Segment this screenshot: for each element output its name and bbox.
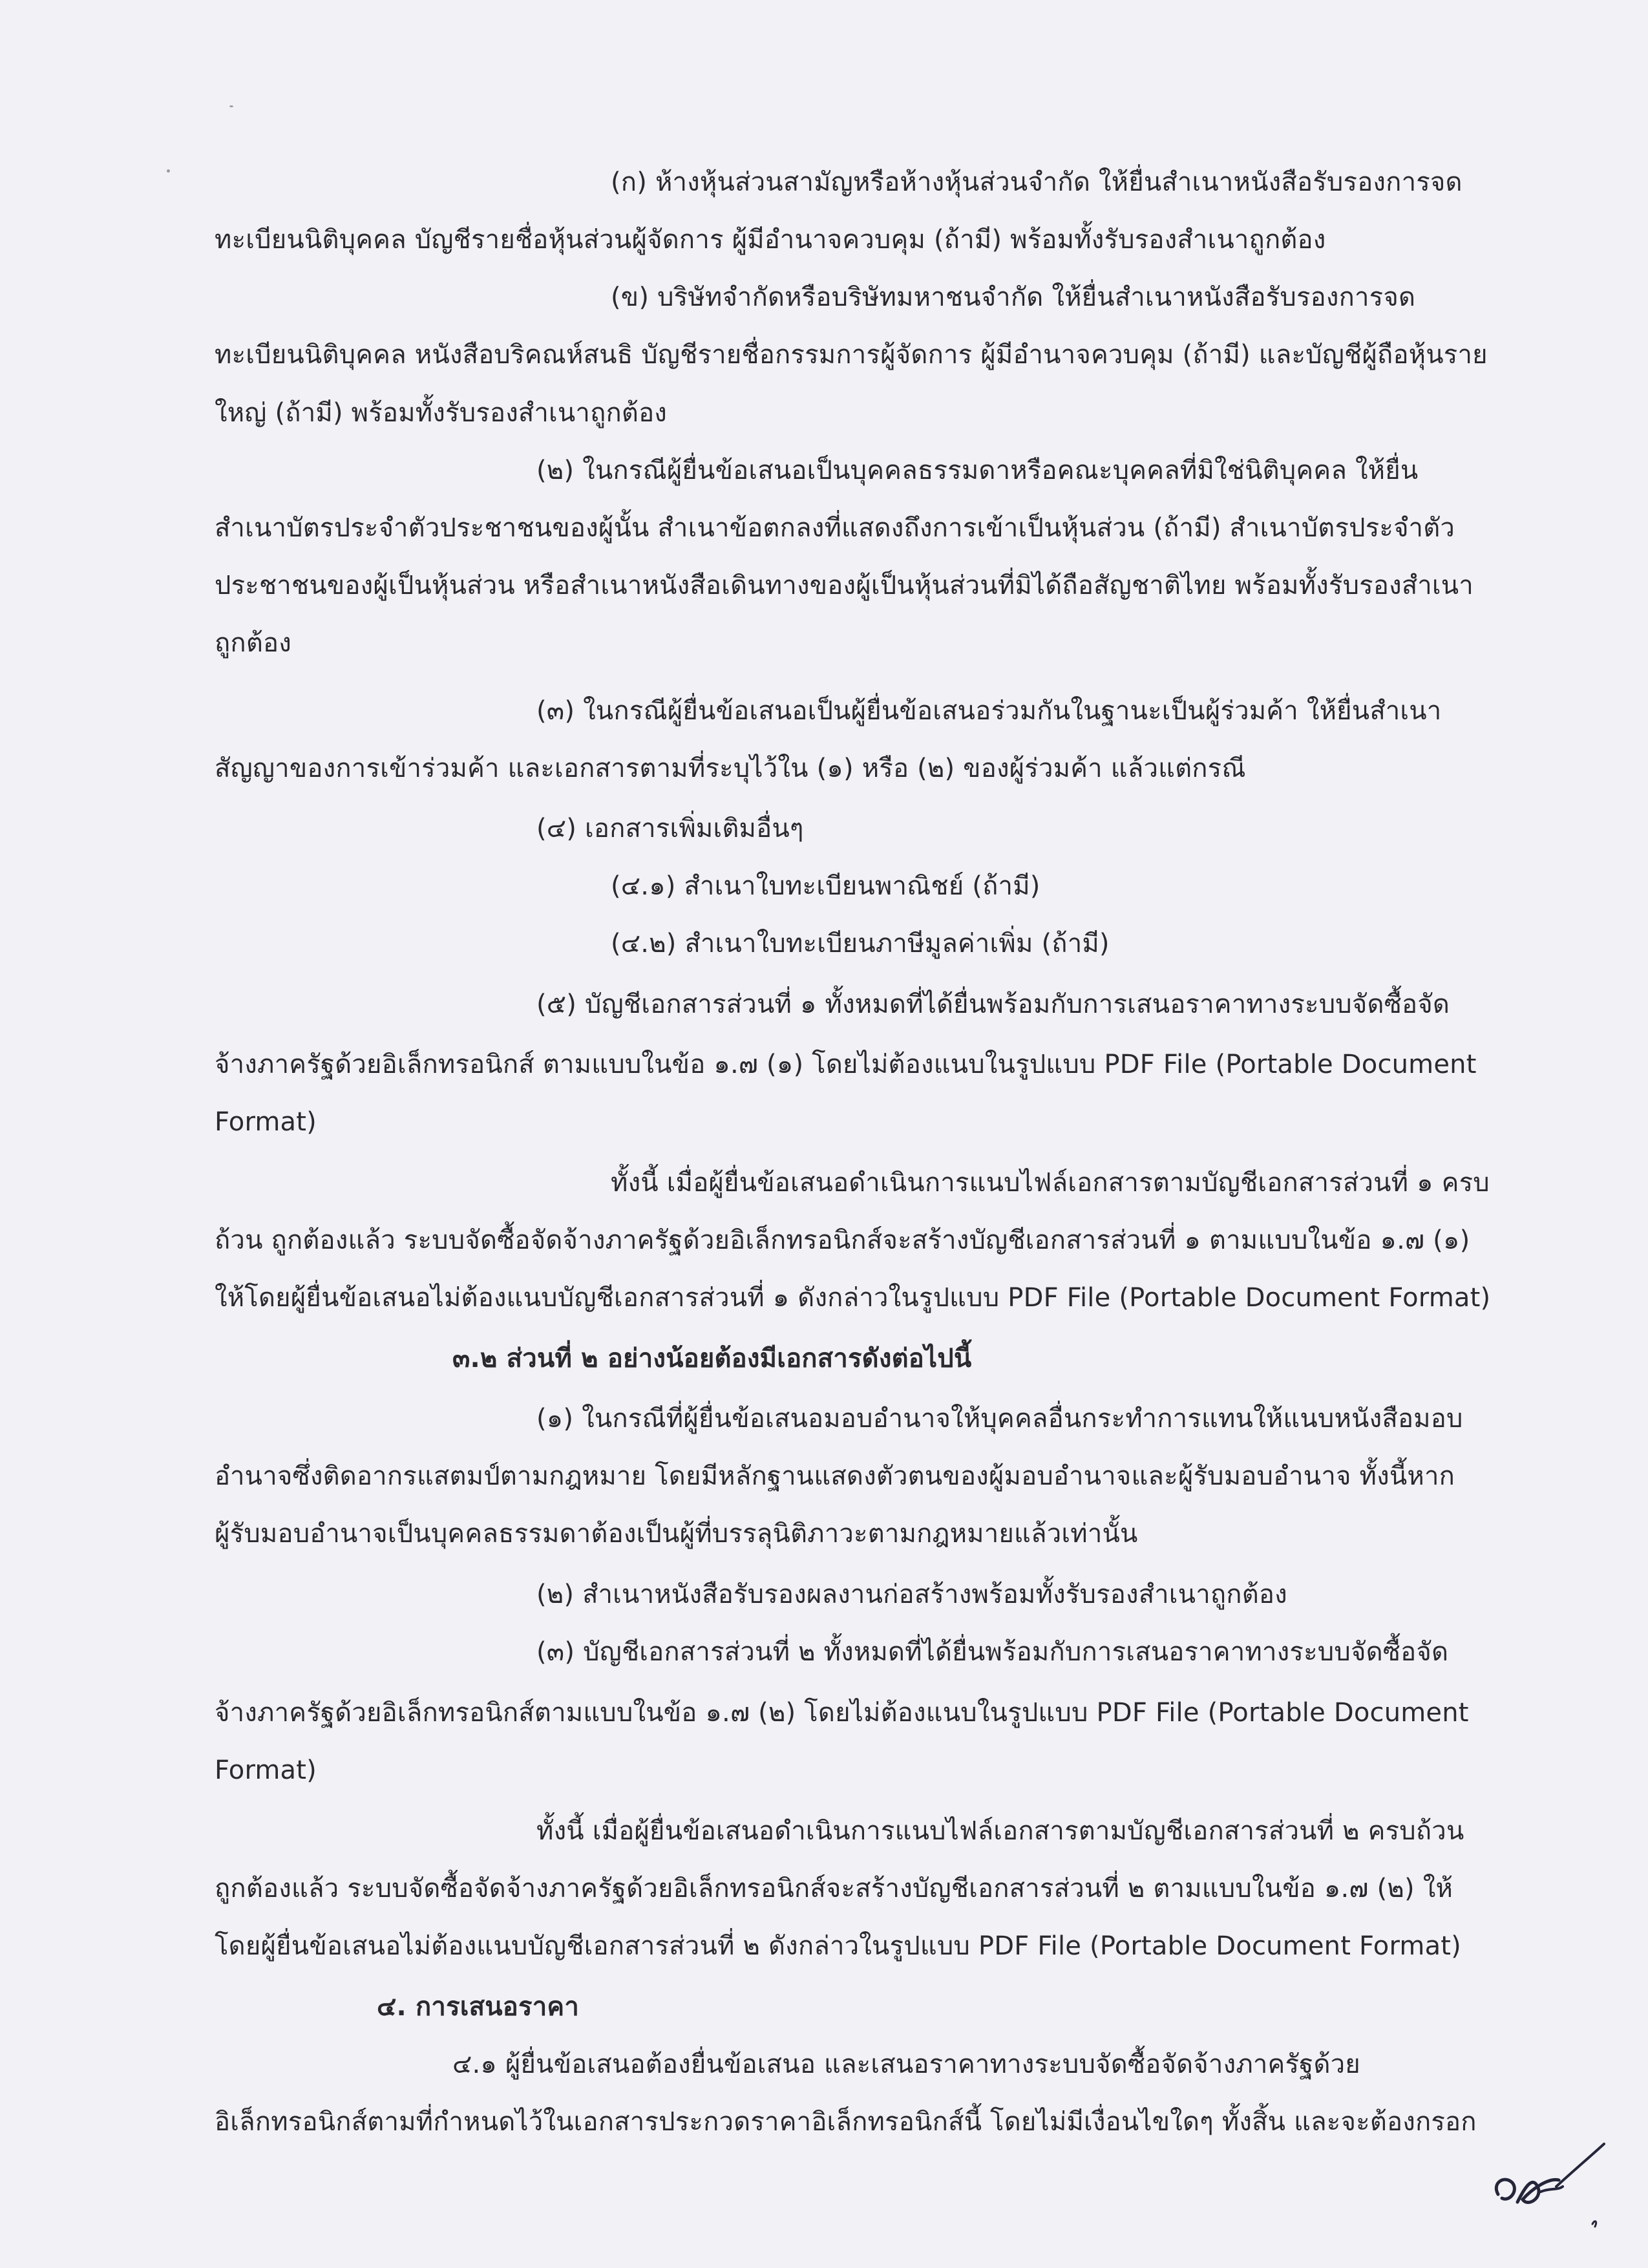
- text-line: จ้างภาครัฐด้วยอิเล็กทรอนิกส์ ตามแบบในข้อ ๑.๗ (๑) โดยไม่ต้องแนบในรูปแบบ PDF File (Portable Document: [215, 1050, 1477, 1079]
- text-line: (ก) ห้างหุ้นส่วนสามัญหรือห้างหุ้นส่วนจำกัด ให้ยื่นสำเนาหนังสือรับรองการจด: [611, 167, 1463, 197]
- text-line: ทะเบียนนิติบุคคล บัญชีรายชื่อหุ้นส่วนผู้จัดการ ผู้มีอำนาจควบคุม (ถ้ามี) พร้อมทั้งรับรองสำเนาถูกต้อง: [215, 225, 1326, 255]
- text-line: (ข) บริษัทจำกัดหรือบริษัทมหาชนจำกัด ให้ยื่นสำเนาหนังสือรับรองการจด: [611, 282, 1416, 312]
- text-line: อิเล็กทรอนิกส์ตามที่กำหนดไว้ในเอกสารประกวดราคาอิเล็กทรอนิกส์นี้ โดยไม่มีเงื่อนไขใดๆ ทั้งสิ้น และจะต้องกรอก: [215, 2107, 1477, 2137]
- text-line: (๑) ในกรณีที่ผู้ยื่นข้อเสนอมอบอำนาจให้บุคคลอื่นกระทำการแทนให้แนบหนังสือมอบ: [536, 1404, 1463, 1434]
- text-line: (๒) ในกรณีผู้ยื่นข้อเสนอเป็นบุคคลธรรมดาหรือคณะบุคคลที่มิใช่นิติบุคคล ให้ยื่น: [536, 456, 1419, 485]
- text-line: ใหญ่ (ถ้ามี) พร้อมทั้งรับรองสำเนาถูกต้อง: [215, 398, 668, 428]
- text-line: ทั้งนี้ เมื่อผู้ยื่นข้อเสนอดำเนินการแนบไฟล์เอกสารตามบัญชีเอกสารส่วนที่ ๒ ครบถ้วน: [536, 1816, 1464, 1846]
- text-line: (๓) บัญชีเอกสารส่วนที่ ๒ ทั้งหมดที่ได้ยื่นพร้อมกับการเสนอราคาทางระบบจัดซื้อจัด: [536, 1637, 1449, 1667]
- text-line: ประชาชนของผู้เป็นหุ้นส่วน หรือสำเนาหนังสือเดินทางของผู้เป็นหุ้นส่วนที่มิได้ถือสัญชาติไทย พร้อมทั้งรับรองสำเนา: [215, 571, 1474, 600]
- text-line: ทะเบียนนิติบุคคล หนังสือบริคณห์สนธิ บัญชีรายชื่อกรรมการผู้จัดการ ผู้มีอำนาจควบคุม (ถ้ามี) และบัญชีผู้ถือหุ้นราย: [215, 340, 1488, 370]
- text-line: Format): [215, 1755, 317, 1785]
- text-line: ถ้วน ถูกต้องแล้ว ระบบจัดซื้อจัดจ้างภาครัฐด้วยอิเล็กทรอนิกส์จะสร้างบัญชีเอกสารส่วนที่ ๑ ตามแบบในข้อ ๑.๗ (๑): [215, 1225, 1470, 1255]
- scan-speck: [167, 169, 170, 173]
- text-line: จ้างภาครัฐด้วยอิเล็กทรอนิกส์ตามแบบในข้อ ๑.๗ (๒) โดยไม่ต้องแนบในรูปแบบ PDF File (Portable Document: [215, 1698, 1469, 1728]
- text-line: ๔.๑ ผู้ยื่นข้อเสนอต้องยื่นข้อเสนอ และเสนอราคาทางระบบจัดซื้อจัดจ้างภาครัฐด้วย: [452, 2050, 1360, 2079]
- text-line: ให้โดยผู้ยื่นข้อเสนอไม่ต้องแนบบัญชีเอกสารส่วนที่ ๑ ดังกล่าวในรูปแบบ PDF File (Portable Document Format): [215, 1283, 1491, 1313]
- section-heading: ๔. การเสนอราคา: [377, 1992, 579, 2022]
- section-heading: ๓.๒ ส่วนที่ ๒ อย่างน้อยต้องมีเอกสารดังต่อไปนี้: [452, 1344, 972, 1373]
- text-line: (๕) บัญชีเอกสารส่วนที่ ๑ ทั้งหมดที่ได้ยื่นพร้อมกับการเสนอราคาทางระบบจัดซื้อจัด: [536, 990, 1450, 1019]
- text-line: สำเนาบัตรประจำตัวประชาชนของผู้นั้น สำเนาข้อตกลงที่แสดงถึงการเข้าเป็นหุ้นส่วน (ถ้ามี) สำเนาบัตรประจำตัว: [215, 513, 1455, 543]
- text-line: ถูกต้องแล้ว ระบบจัดซื้อจัดจ้างภาครัฐด้วยอิเล็กทรอนิกส์จะสร้างบัญชีเอกสารส่วนที่ ๒ ตามแบบในข้อ ๑.๗ (๒) ให้: [215, 1874, 1453, 1903]
- text-line: ทั้งนี้ เมื่อผู้ยื่นข้อเสนอดำเนินการแนบไฟล์เอกสารตามบัญชีเอกสารส่วนที่ ๑ ครบ: [611, 1168, 1490, 1198]
- scan-speck: [229, 105, 233, 107]
- text-line: (๒) สำเนาหนังสือรับรองผลงานก่อสร้างพร้อมทั้งรับรองสำเนาถูกต้อง: [536, 1580, 1287, 1609]
- text-line: ผู้รับมอบอำนาจเป็นบุคคลธรรมดาต้องเป็นผู้ที่บรรลุนิติภาวะตามกฎหมายแล้วเท่านั้น: [215, 1519, 1138, 1549]
- text-line: Format): [215, 1107, 317, 1137]
- text-line: อำนาจซึ่งติดอากรแสตมป์ตามกฎหมาย โดยมีหลักฐานแสดงตัวตนของผู้มอบอำนาจและผู้รับมอบอำนาจ ทั้งนี้หาก: [215, 1461, 1455, 1491]
- handwritten-initials: [1486, 2110, 1609, 2233]
- text-line: (๔.๑) สำเนาใบทะเบียนพาณิชย์ (ถ้ามี): [611, 871, 1041, 901]
- text-line: (๔.๒) สำเนาใบทะเบียนภาษีมูลค่าเพิ่ม (ถ้ามี): [611, 929, 1110, 959]
- text-line: (๔) เอกสารเพิ่มเติมอื่นๆ: [536, 814, 804, 843]
- text-line: โดยผู้ยื่นข้อเสนอไม่ต้องแนบบัญชีเอกสารส่วนที่ ๒ ดังกล่าวในรูปแบบ PDF File (Portable Document Format): [215, 1931, 1461, 1961]
- text-line: สัญญาของการเข้าร่วมค้า และเอกสารตามที่ระบุไว้ใน (๑) หรือ (๒) ของผู้ร่วมค้า แล้วแต่กรณี: [215, 754, 1246, 783]
- text-line: (๓) ในกรณีผู้ยื่นข้อเสนอเป็นผู้ยื่นข้อเสนอร่วมกันในฐานะเป็นผู้ร่วมค้า ให้ยื่นสำเนา: [536, 696, 1442, 726]
- text-line: ถูกต้อง: [215, 628, 291, 658]
